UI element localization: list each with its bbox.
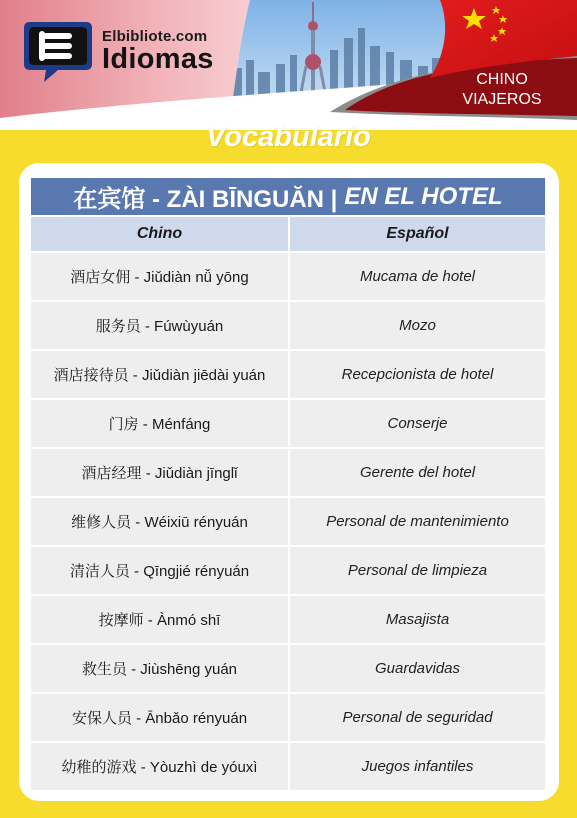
table-row — [31, 253, 545, 300]
cell-spanish: Mozo — [290, 302, 545, 349]
cell-spanish: Conserje — [290, 400, 545, 447]
category-badge — [440, 70, 564, 110]
cell-chinese: 酒店接待员 - Jiǔdiàn jiēdài yuán — [31, 351, 288, 398]
cell-chinese: 安保人员 - Ānbǎo rényuán — [31, 694, 288, 741]
cell-spanish: Guardavidas — [290, 645, 545, 692]
cell-spanish: Gerente del hotel — [290, 449, 545, 496]
table-row — [31, 547, 545, 594]
cell-chinese: 幼稚的游戏 - Yòuzhì de yóuxì — [31, 743, 288, 790]
table-row — [31, 449, 545, 496]
cell-chinese: 维修人员 - Wéixiū rényuán — [31, 498, 288, 545]
page-title: Vocabulario — [206, 121, 371, 153]
table-row — [31, 302, 545, 349]
column-header-espanol: Español — [290, 217, 545, 251]
table-row — [31, 351, 545, 398]
cell-spanish: Personal de limpieza — [290, 547, 545, 594]
cell-spanish: Personal de seguridad — [290, 694, 545, 741]
table-row — [31, 400, 545, 447]
cell-chinese: 救生员 - Jiùshēng yuán — [31, 645, 288, 692]
logo-site-text: Elbibliote.com — [102, 27, 208, 45]
cell-chinese: 门房 - Ménfáng — [31, 400, 288, 447]
cell-chinese: 服务员 - Fúwùyuán — [31, 302, 288, 349]
header-banner — [0, 0, 577, 130]
column-header-chino: Chino — [31, 217, 288, 251]
cell-spanish: Recepcionista de hotel — [290, 351, 545, 398]
cell-chinese: 酒店女佣 - Jiǔdiàn nǚ yōng — [31, 253, 288, 300]
table-row — [31, 596, 545, 643]
vocabulary-table-body — [31, 253, 545, 792]
cell-chinese: 清洁人员 - Qīngjié rényuán — [31, 547, 288, 594]
table-row — [31, 743, 545, 790]
table-header-row — [31, 217, 545, 251]
cell-spanish: Masajista — [290, 596, 545, 643]
table-title — [31, 178, 545, 215]
cell-spanish: Personal de mantenimiento — [290, 498, 545, 545]
table-title-chinese: 在宾馆 - ZÀI BĪNGUĂN | — [73, 186, 338, 213]
table-row — [31, 498, 545, 545]
badge-audience: VIAJEROS — [462, 91, 542, 108]
cell-chinese: 酒店经理 - Jiǔdiàn jīnglǐ — [31, 449, 288, 496]
site-logo[interactable] — [22, 18, 214, 84]
cell-spanish: Mucama de hotel — [290, 253, 545, 300]
cell-chinese: 按摩师 - Ànmó shī — [31, 596, 288, 643]
badge-language: CHINO — [476, 71, 528, 88]
logo-name-text: Idiomas — [102, 42, 214, 75]
table-row — [31, 645, 545, 692]
table-title-spanish: EN EL HOTEL — [344, 182, 503, 210]
book-speech-bubble-icon — [22, 18, 94, 84]
cell-spanish: Juegos infantiles — [290, 743, 545, 790]
vocabulary-card — [19, 163, 559, 801]
table-row — [31, 694, 545, 741]
